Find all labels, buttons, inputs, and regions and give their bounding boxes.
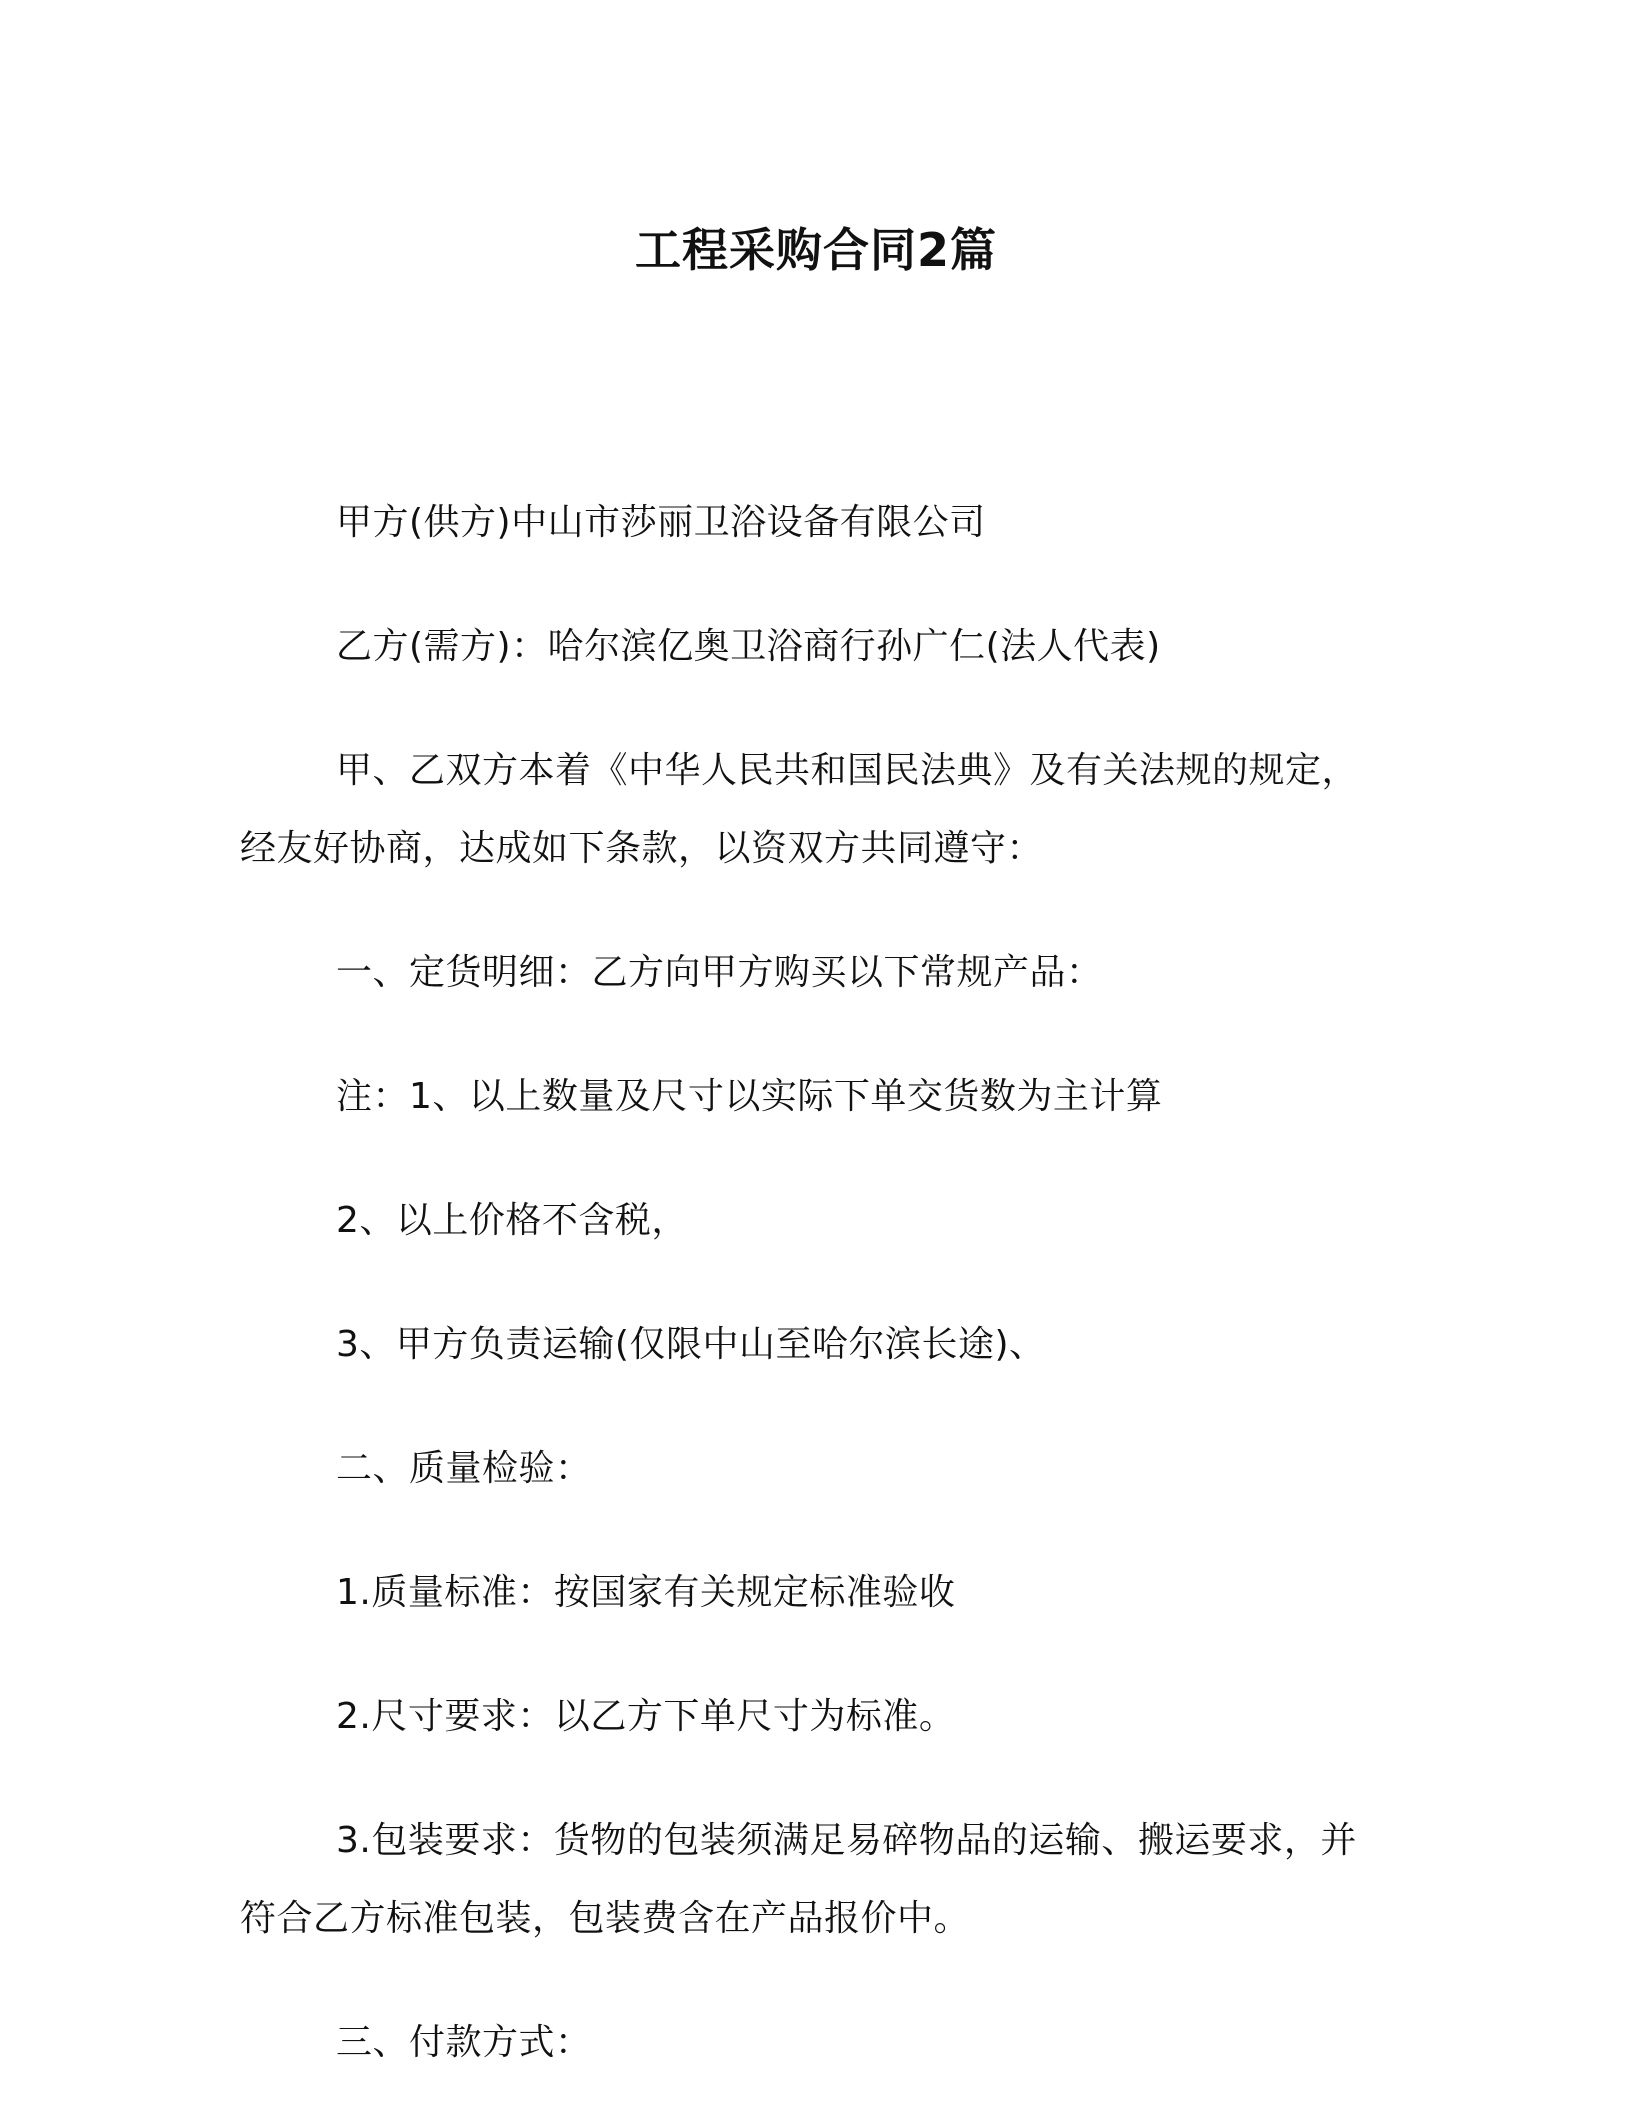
section-2-heading: 二、质量检验：: [336, 1448, 592, 1489]
party-b-line: 乙方(需方)：哈尔滨亿奥卫浴商行孙广仁(法人代表): [336, 626, 1161, 667]
section-3-heading: 三、付款方式：: [336, 2022, 592, 2063]
party-a-line: 甲方(供方)中山市莎丽卫浴设备有限公司: [336, 502, 986, 543]
quality-standard-item: 1.质量标准：按国家有关规定标准验收: [336, 1572, 956, 1613]
note-item-2: 2、以上价格不含税，: [336, 1200, 688, 1241]
preamble-paragraph: 甲、乙双方本着《中华人民共和国民法典》及有关法规的规定，经友好协商，达成如下条款，以资双方共同遵守：: [240, 750, 1359, 869]
packaging-requirement-item: 3.包装要求：货物的包装须满足易碎物品的运输、搬运要求，并符合乙方标准包装，包装费含在产品报价中。: [240, 1820, 1357, 1939]
document-title: 工程采购合同2篇: [634, 223, 997, 277]
document-body: [240, 484, 1392, 2128]
size-requirement-item: 2.尺寸要求：以乙方下单尺寸为标准。: [336, 1696, 956, 1737]
note-item-3: 3、甲方负责运输(仅限中山至哈尔滨长途)、: [336, 1324, 1046, 1365]
note-item-1: 注：1、以上数量及尺寸以实际下单交货数为主计算: [336, 1076, 1163, 1117]
section-1-heading: 一、定货明细：乙方向甲方购买以下常规产品：: [336, 952, 1103, 993]
